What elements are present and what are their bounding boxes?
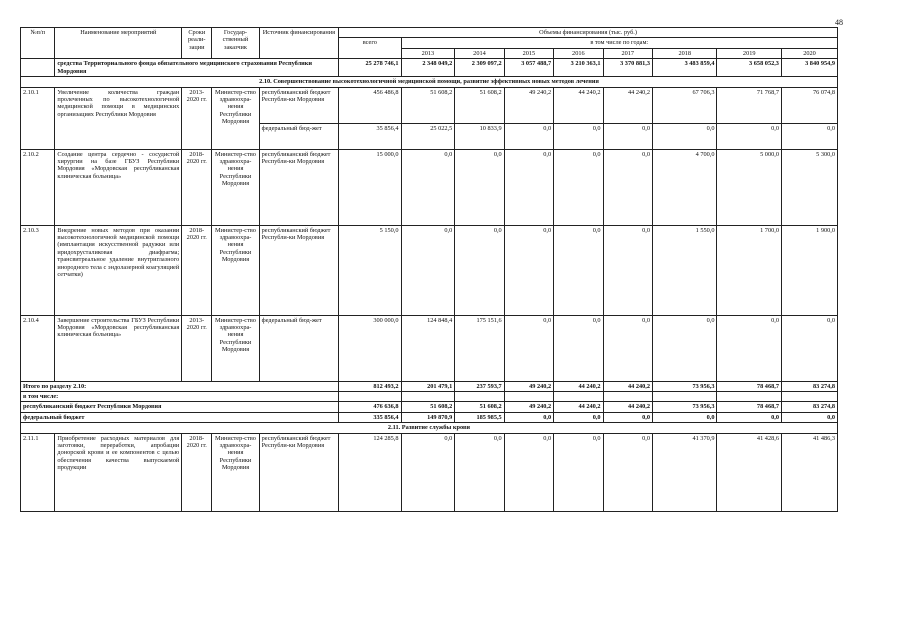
funding-source: республиканский бюджет Республи-ки Мордовия xyxy=(259,433,339,511)
tfoms-label: средства Территориального фонда обязательного медицинского страхования Республики Мордовия xyxy=(55,59,339,77)
totals-row xyxy=(21,402,838,412)
funding-year-value: 0,0 xyxy=(781,315,837,381)
header-row-1 xyxy=(21,28,838,38)
funding-year-value: 0,0 xyxy=(603,149,652,225)
totals-year-value: 44 240,2 xyxy=(554,402,603,412)
measure-term: 2018-2020 гг. xyxy=(182,225,212,315)
row-number: 2.10.1 xyxy=(21,87,55,149)
funding-year-value: 10 833,9 xyxy=(455,123,504,149)
totals-year-value: 237 593,7 xyxy=(455,381,504,391)
header-term: Сроки реали-зации xyxy=(182,28,212,59)
funding-year-value: 71 768,7 xyxy=(717,87,781,123)
tfoms-value: 3 370 881,3 xyxy=(603,59,652,77)
funding-year-value: 44 240,2 xyxy=(603,87,652,123)
header-customer: Государ-ственный заказчик xyxy=(212,28,259,59)
funding-year-value: 124 848,4 xyxy=(401,315,455,381)
funding-total: 300 000,0 xyxy=(339,315,401,381)
funding-source: республиканский бюджет Республи-ки Мордовия xyxy=(259,225,339,315)
funding-year-value: 5 300,0 xyxy=(781,149,837,225)
totals-year-value: 73 956,3 xyxy=(653,381,717,391)
tfoms-value: 3 057 488,7 xyxy=(504,59,553,77)
row-number: 2.10.2 xyxy=(21,149,55,225)
funding-total: 124 285,8 xyxy=(339,433,401,511)
funding-year-value: 0,0 xyxy=(603,123,652,149)
totals-year-value: 44 240,2 xyxy=(603,402,652,412)
totals-year-value: 0,0 xyxy=(603,412,652,422)
header-year: 2019 xyxy=(717,48,781,58)
section-heading-row xyxy=(21,77,838,87)
tfoms-value: 3 483 859,4 xyxy=(653,59,717,77)
funding-year-value: 1 900,0 xyxy=(781,225,837,315)
totals-year-value xyxy=(554,391,603,401)
funding-year-value: 5 000,0 xyxy=(717,149,781,225)
totals-year-value: 0,0 xyxy=(554,412,603,422)
state-customer: Министер-ство здравоохра-нения Республики Мордовия xyxy=(212,149,259,225)
state-customer: Министер-ство здравоохра-нения Республики Мордовия xyxy=(212,87,259,149)
totals-row xyxy=(21,391,838,401)
funding-year-value: 0,0 xyxy=(554,225,603,315)
measure-name: Внедрение новых методов при оказании высокотехнологичной медицинской помощи (имплантация искусственной радужки или иридохрусталиковая диафрагма; трансвитреальное удаление внутриглазного инородного тела с эндолазерной коагуляцией сетчатки) xyxy=(55,225,182,315)
program-row xyxy=(21,87,838,123)
totals-year-value: 0,0 xyxy=(781,412,837,422)
funding-year-value: 0,0 xyxy=(504,123,553,149)
tfoms-value: 2 309 097,2 xyxy=(455,59,504,77)
tfoms-total: 25 278 746,1 xyxy=(339,59,401,77)
totals-year-value: 78 468,7 xyxy=(717,381,781,391)
funding-year-value: 0,0 xyxy=(554,433,603,511)
totals-year-value: 44 240,2 xyxy=(603,381,652,391)
header-year: 2020 xyxy=(781,48,837,58)
totals-year-value xyxy=(717,391,781,401)
funding-year-value: 0,0 xyxy=(717,123,781,149)
funding-year-value: 51 608,2 xyxy=(401,87,455,123)
tfoms-value: 2 348 049,2 xyxy=(401,59,455,77)
funding-year-value: 41 486,3 xyxy=(781,433,837,511)
funding-year-value: 1 550,0 xyxy=(653,225,717,315)
funding-year-value: 25 022,5 xyxy=(401,123,455,149)
totals-year-value xyxy=(401,391,455,401)
funding-year-value: 67 706,3 xyxy=(653,87,717,123)
program-row xyxy=(21,315,838,381)
section-2-11-heading: 2.11. Развитие службы крови xyxy=(21,423,838,433)
tfoms-row xyxy=(21,59,838,77)
totals-year-value: 49 240,2 xyxy=(504,381,553,391)
totals-row xyxy=(21,381,838,391)
funding-year-value: 0,0 xyxy=(504,433,553,511)
totals-label: в том числе: xyxy=(21,391,339,401)
funding-year-value: 44 240,2 xyxy=(554,87,603,123)
program-row xyxy=(21,149,838,225)
funding-year-value: 0,0 xyxy=(717,315,781,381)
header-year: 2015 xyxy=(504,48,553,58)
funding-year-value: 1 700,0 xyxy=(717,225,781,315)
funding-total: 35 856,4 xyxy=(339,123,401,149)
financing-table xyxy=(20,27,838,512)
funding-year-value: 0,0 xyxy=(504,225,553,315)
header-year: 2014 xyxy=(455,48,504,58)
funding-year-value: 0,0 xyxy=(504,149,553,225)
header-incl-years: в том числе по годам: xyxy=(401,38,837,48)
funding-year-value: 0,0 xyxy=(781,123,837,149)
totals-year-value: 51 608,2 xyxy=(401,402,455,412)
header-year: 2017 xyxy=(603,48,652,58)
state-customer: Министер-ство здравоохра-нения Республики Мордовия xyxy=(212,315,259,381)
funding-year-value: 0,0 xyxy=(504,315,553,381)
totals-year-value: 0,0 xyxy=(653,412,717,422)
funding-year-value: 175 151,6 xyxy=(455,315,504,381)
totals-year-value xyxy=(455,391,504,401)
tfoms-value: 3 840 954,9 xyxy=(781,59,837,77)
section-2-10-heading: 2.10. Совершенствование высокотехнологичной медицинской помощи, развитие эффективных новых методов лечения xyxy=(21,77,838,87)
row-number: 2.10.3 xyxy=(21,225,55,315)
funding-year-value: 0,0 xyxy=(653,123,717,149)
totals-year-value xyxy=(653,391,717,401)
totals-year-value: 51 608,2 xyxy=(455,402,504,412)
funding-year-value: 0,0 xyxy=(401,225,455,315)
funding-year-value: 0,0 xyxy=(603,225,652,315)
totals-year-value: 49 240,2 xyxy=(504,402,553,412)
funding-total: 15 000,0 xyxy=(339,149,401,225)
funding-total: 456 486,8 xyxy=(339,87,401,123)
totals-year-value: 201 479,1 xyxy=(401,381,455,391)
measure-term: 2013-2020 гг. xyxy=(182,87,212,149)
measure-term: 2018-2020 гг. xyxy=(182,433,212,511)
funding-source: федеральный бюд-жет xyxy=(259,315,339,381)
totals-label: федеральный бюджет xyxy=(21,412,339,422)
funding-year-value: 4 700,0 xyxy=(653,149,717,225)
funding-year-value: 0,0 xyxy=(554,315,603,381)
header-volumes: Объемы финансирования (тыс. руб.) xyxy=(339,28,838,38)
totals-year-value: 73 956,3 xyxy=(653,402,717,412)
funding-year-value: 41 428,6 xyxy=(717,433,781,511)
funding-year-value: 0,0 xyxy=(653,315,717,381)
header-year: 2016 xyxy=(554,48,603,58)
totals-total: 335 856,4 xyxy=(339,412,401,422)
header-year: 2013 xyxy=(401,48,455,58)
totals-year-value: 44 240,2 xyxy=(554,381,603,391)
totals-year-value: 78 468,7 xyxy=(717,402,781,412)
funding-year-value: 0,0 xyxy=(603,315,652,381)
totals-year-value xyxy=(603,391,652,401)
funding-year-value: 51 608,2 xyxy=(455,87,504,123)
state-customer: Министер-ство здравоохра-нения Республики Мордовия xyxy=(212,433,259,511)
measure-term: 2013-2020 гг. xyxy=(182,315,212,381)
tfoms-value: 3 210 363,1 xyxy=(554,59,603,77)
funding-total: 5 150,0 xyxy=(339,225,401,315)
funding-year-value: 0,0 xyxy=(401,149,455,225)
funding-year-value: 0,0 xyxy=(455,433,504,511)
funding-source: республиканский бюджет Республи-ки Мордовия xyxy=(259,87,339,123)
section-heading-row xyxy=(21,423,838,433)
row-number: 2.10.4 xyxy=(21,315,55,381)
totals-year-value xyxy=(504,391,553,401)
header-no: №п/п xyxy=(21,28,55,59)
funding-year-value: 0,0 xyxy=(455,225,504,315)
totals-total: 476 636,8 xyxy=(339,402,401,412)
funding-year-value: 76 074,8 xyxy=(781,87,837,123)
funding-source: республиканский бюджет Республи-ки Мордовия xyxy=(259,149,339,225)
totals-year-value: 83 274,8 xyxy=(781,402,837,412)
row-number: 2.11.1 xyxy=(21,433,55,511)
measure-name: Увеличение количества граждан пролеченных по высокотехнологичной медицинской помощи в медицинских организациях Республики Мордовия xyxy=(55,87,182,149)
header-year: 2018 xyxy=(653,48,717,58)
header-total: всего xyxy=(339,38,401,59)
program-row xyxy=(21,433,838,511)
totals-year-value: 185 985,5 xyxy=(455,412,504,422)
program-row xyxy=(21,225,838,315)
funding-year-value: 0,0 xyxy=(455,149,504,225)
totals-total xyxy=(339,391,401,401)
totals-total: 812 493,2 xyxy=(339,381,401,391)
funding-year-value: 49 240,2 xyxy=(504,87,553,123)
totals-year-value xyxy=(781,391,837,401)
totals-year-value: 0,0 xyxy=(504,412,553,422)
funding-year-value: 41 370,9 xyxy=(653,433,717,511)
totals-label: Итого по разделу 2.10: xyxy=(21,381,339,391)
page-number: 48 xyxy=(835,18,843,27)
measure-name: Завершение строительства ГБУЗ Республики Мордовия «Мордовская республиканская клиническая больница» xyxy=(55,315,182,381)
funding-year-value: 0,0 xyxy=(554,123,603,149)
funding-source: федеральный бюд-жет xyxy=(259,123,339,149)
measure-name: Создание центра сердечно - сосудистой хирургии на базе ГБУЗ Республики Мордовия «Мордовская республиканская клиническая больница» xyxy=(55,149,182,225)
funding-year-value: 0,0 xyxy=(401,433,455,511)
totals-row xyxy=(21,412,838,422)
measure-term: 2018-2020 гг. xyxy=(182,149,212,225)
measure-name: Приобретение расходных материалов для заготовки, переработки, апробации донорской крови и ее компонентов с целью обеспечения качества выпускаемой продукции xyxy=(55,433,182,511)
totals-year-value: 0,0 xyxy=(717,412,781,422)
totals-label: республиканский бюджет Республики Мордовия xyxy=(21,402,339,412)
tfoms-value: 3 658 052,3 xyxy=(717,59,781,77)
state-customer: Министер-ство здравоохра-нения Республики Мордовия xyxy=(212,225,259,315)
header-source: Источник финансирования xyxy=(259,28,339,59)
totals-year-value: 149 870,9 xyxy=(401,412,455,422)
funding-year-value: 0,0 xyxy=(554,149,603,225)
funding-year-value: 0,0 xyxy=(603,433,652,511)
header-name: Наименование мероприятий xyxy=(55,28,182,59)
totals-year-value: 83 274,8 xyxy=(781,381,837,391)
